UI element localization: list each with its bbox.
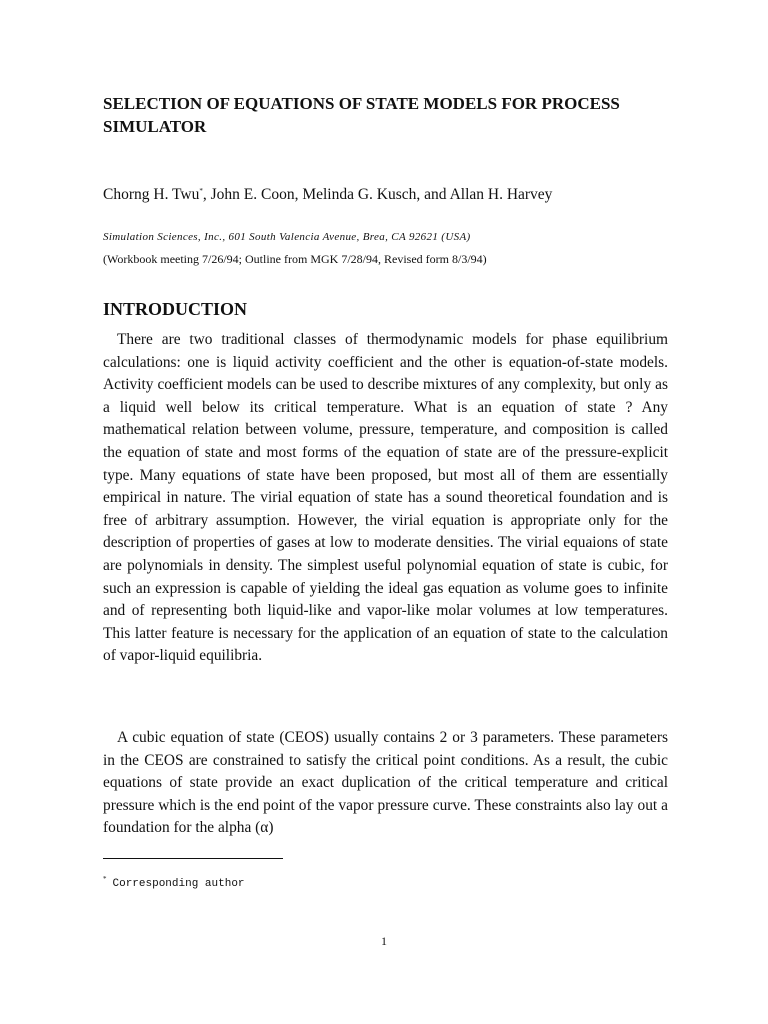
first-author: Chorng H. Twu [103,186,200,203]
affiliation: Simulation Sciences, Inc., 601 South Valencia Avenue, Brea, CA 92621 (USA) [103,231,471,243]
paper-title: SELECTION OF EQUATIONS OF STATE MODELS FOR PROCESS SIMULATOR [103,94,620,136]
author-list [103,181,683,205]
corresponding-author-mark: * [199,187,203,195]
body-paragraph: A cubic equation of state (CEOS) usually contains 2 or 3 parameters. These parameters in the CEOS are constrained to satisfy the critical point conditions. As a result, the cubic equations of state provide an exact duplication of the critical temperature and critical pressure which is the end point of the vapor pressure curve. These constraints also lay out a foundation for the alpha (α) [103,729,668,837]
page-number: 1 [381,934,387,948]
footnote-text: Corresponding author [112,878,245,890]
body-paragraph: There are two traditional classes of thermodynamic models for phase equilibrium calculations: one is liquid activity coefficient and the other is equation-of-state models. Activity coefficient models can be used to describe mixtures of any complexity, but only as a liquid well below its critical temperature. What is an equation of state ? Any mathematical relation between volume, pressure, temperature, and composition is called the equation of state and most forms of the equation of state are of the pressure-explicit type. Many equations of state have been proposed, but most all of them are essentially empirical in nature. The virial equation of state has a sound theoretical foundation and is free of arbitrary assumption. However, the virial equation is appropriate only for the description of properties of gases at low to moderate densities. The virial equaions of state are polynomials in density. The simplest useful polynomial equation of state is cubic, for such an expression is capable of yielding the ideal gas equation as volume goes to infinite and of representing both liquid-like and vapor-like molar volumes at low temperatures. This latter feature is necessary for the application of an equation of state to the calculation of vapor-liquid equilibria. [103,331,668,665]
footnote-divider [103,858,283,859]
footnote-mark: * [103,875,107,883]
revision-note: (Workbook meeting 7/26/94; Outline from MGK 7/28/94, Revised form 8/3/94) [103,252,487,266]
footnote [103,872,245,891]
other-authors: , John E. Coon, Melinda G. Kusch, and Allan H. Harvey [202,186,553,203]
section-heading-introduction: INTRODUCTION [103,299,248,319]
